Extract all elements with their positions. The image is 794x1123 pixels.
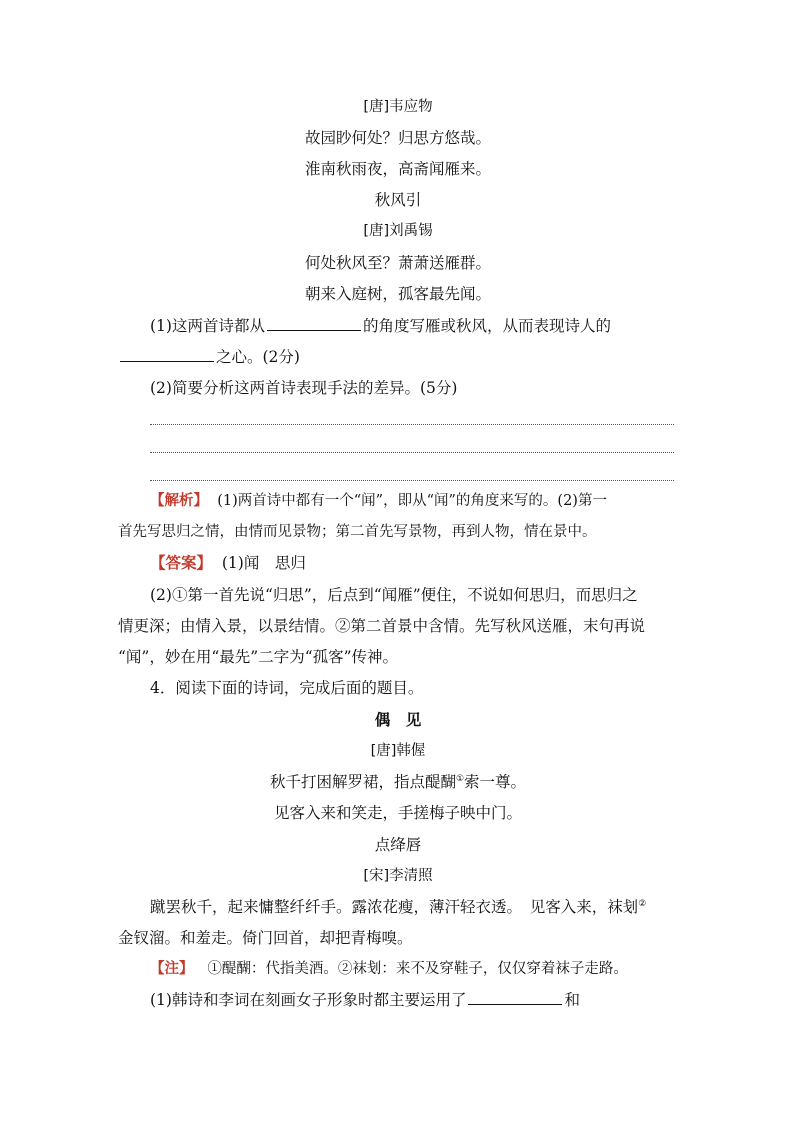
poem2-author: [唐]刘禹锡	[363, 223, 433, 239]
poem3-line2: 见客入来和笑走，手搓梅子映中门。	[273, 804, 522, 822]
answer-text-2: (2)①第一首先说“归思”，后点到“闻雁”便住，不说如何思归，而思归之	[150, 586, 638, 604]
poem4-author: [宋]李清照	[363, 868, 433, 884]
analysis-label: 【解析】	[150, 493, 208, 509]
poem4-line1	[150, 896, 678, 918]
answer-line-3	[150, 480, 674, 481]
answer-line-2	[150, 452, 674, 453]
question-4-1-part-a: (1)韩诗和李词在刻画女子形象时都主要运用了	[150, 991, 467, 1009]
question-2: (2)简要分析这两首诗表现手法的差异。(5分)	[150, 379, 458, 397]
answer-label: 【答案】	[150, 554, 213, 572]
question-1-cont	[118, 346, 678, 368]
answer-text-4: “闻”，妙在用“最先”二字为“孤客”传神。	[118, 648, 399, 666]
analysis-line-1	[150, 490, 678, 512]
question-1-part-a: (1)这两首诗都从	[150, 317, 265, 335]
answer-text-3: 情更深；由情入景，以景结情。②第二首景中含情。先写秋风送雁，末句再说	[118, 617, 646, 635]
question-4-1-part-b: 和	[564, 991, 580, 1009]
question-1	[150, 315, 678, 337]
poem4-line2: 金钗溜。和羞走。倚门回首，却把青梅嗅。	[118, 929, 413, 947]
answer-blank-1	[267, 316, 361, 331]
poem3-line1-a: 秋千打困解罗裙，指点醍醐	[269, 773, 456, 791]
answer-line	[150, 552, 678, 574]
poem1-line1: 故园眇何处？归思方悠哉。	[304, 129, 491, 147]
answer-blank-3	[468, 990, 562, 1005]
poem2-title: 秋风引	[374, 191, 422, 209]
poem3-line1-b: 索一尊。	[464, 773, 527, 791]
footnote-marker-1: ①	[455, 773, 465, 784]
question-1-part-c: 之心。(2分)	[216, 348, 300, 366]
note-line	[150, 958, 678, 980]
poem2-line2: 朝来入庭树，孤客最先闻。	[304, 285, 491, 303]
poem3-line1	[118, 771, 678, 793]
poem4-line1-text: 蹴罢秋千，起来慵整纤纤手。露浓花瘦，薄汗轻衣透。 见客入来，袜刬	[150, 898, 639, 916]
question-4: 4．阅读下面的诗词，完成后面的题目。	[150, 679, 424, 697]
poem1-line2: 淮南秋雨夜，高斋闻雁来。	[304, 160, 491, 178]
poem3-author: [唐]韩偓	[370, 743, 426, 759]
answer-blank-2	[120, 347, 214, 362]
question-4-1	[150, 989, 678, 1011]
answer-line-1	[150, 424, 674, 425]
note-label: 【注】	[150, 961, 194, 977]
analysis-text-1: (1)两首诗中都有一个“闻”，即从“闻”的角度来写的。(2)第一	[217, 493, 607, 509]
poem2-line1: 何处秋风至？萧萧送雁群。	[304, 254, 491, 272]
analysis-line-2: 首先写思归之情，由情而见景物；第二首先写景物，再到人物，情在景中。	[118, 524, 597, 540]
poem3-title: 偶 见	[374, 711, 422, 729]
poem4-title: 点绛唇	[374, 836, 422, 854]
footnote-marker-2: ②	[638, 898, 647, 909]
note-text: ①醍醐：代指美酒。②袜刬：来不及穿鞋子，仅仅穿着袜子走路。	[207, 961, 628, 977]
question-1-part-b: 的角度写雁或秋风，从而表现诗人的	[362, 317, 611, 335]
answer-text-1: (1)闻 思归	[221, 554, 306, 572]
poem1-author: [唐]韦应物	[363, 99, 433, 115]
